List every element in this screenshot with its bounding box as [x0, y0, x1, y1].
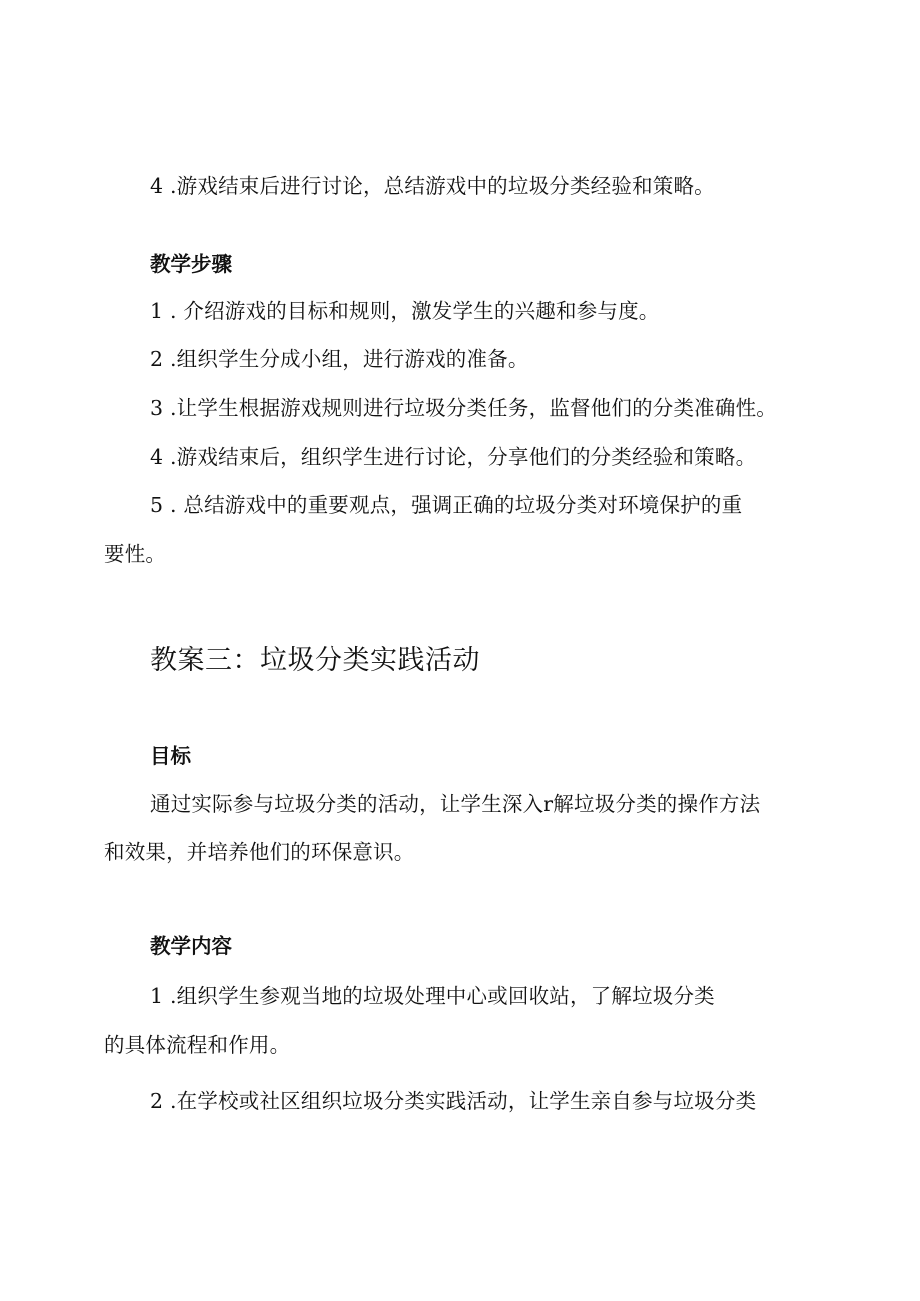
step-item-4: 4 .游戏结束后，组织学生进行讨论，分享他们的分类经验和策略。: [150, 445, 757, 469]
step-item-2: 2 .组织学生分成小组，进行游戏的准备。: [150, 347, 529, 371]
goal-text-line-1: 通过实际参与垃圾分类的活动，让学生深入r解垃圾分类的操作方法: [150, 792, 761, 816]
goal-text-line-2: 和效果，并培养他们的环保意识。: [104, 840, 415, 864]
step-item-3: 3 .让学生根据游戏规则进行垃圾分类任务，监督他们的分类准确性。: [150, 396, 777, 420]
prev-step-item-4: 4 .游戏结束后进行讨论，总结游戏中的垃圾分类经验和策略。: [150, 174, 715, 198]
step-item-5-continuation: 要性。: [104, 542, 167, 566]
content-item-2-line-1: 2 .在学校或社区组织垃圾分类实践活动，让学生亲自参与垃圾分类: [150, 1089, 757, 1113]
goal-heading: 目标: [150, 744, 191, 768]
content-item-1-line-1: 1 .组织学生参观当地的垃圾处理中心或回收站，了解垃圾分类: [150, 984, 715, 1008]
step-item-5: 5 . 总结游戏中的重要观点，强调正确的垃圾分类对环境保护的重: [150, 493, 743, 517]
lesson3-title: 教案三：垃圾分类实践活动: [150, 645, 480, 676]
content-item-1-line-2: 的具体流程和作用。: [104, 1033, 291, 1057]
steps-heading: 教学步骤: [150, 252, 232, 276]
content-heading: 教学内容: [150, 934, 232, 958]
step-item-1: 1 . 介绍游戏的目标和规则，激发学生的兴趣和参与度。: [150, 299, 660, 323]
